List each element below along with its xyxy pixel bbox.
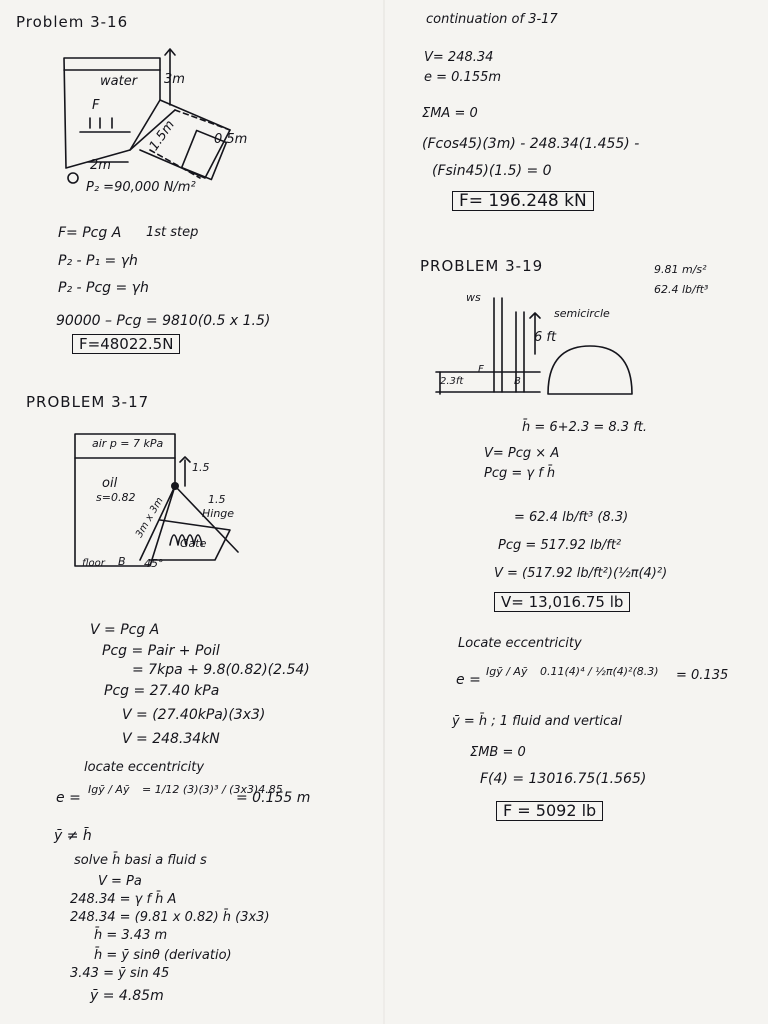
line-3-16-1: F= Pcg A bbox=[58, 225, 122, 241]
line-3-19-3: Pcg = γ f h̄ bbox=[484, 466, 556, 481]
line-3-17-16: 248.34 = (9.81 x 0.82) h̄ (3x3) bbox=[70, 910, 270, 925]
label-B-319: B bbox=[514, 376, 521, 387]
line-3-17-15: 248.34 = γ f h̄ A bbox=[70, 892, 177, 907]
line-3-19-10: 0.11(4)⁴ / ½π(4)²(8.3) bbox=[540, 665, 659, 678]
label-ws: ws bbox=[466, 291, 481, 304]
line-3-17-7: locate eccentricity bbox=[84, 760, 205, 775]
label-gate: Gate bbox=[180, 537, 207, 550]
line-3-17-8: e = bbox=[56, 790, 81, 806]
label-1-5-top: 1.5 bbox=[192, 461, 210, 474]
cont-line-4: (Fcos45)(3m) - 248.34(1.455) - bbox=[422, 136, 640, 152]
note-specific-weight: 62.4 lb/ft³ bbox=[654, 283, 709, 296]
line-3-17-18: h̄ = ȳ sinθ (derivatio) bbox=[94, 948, 232, 963]
line-3-19-6: V = (517.92 lb/ft²)(½π(4)²) bbox=[494, 566, 668, 581]
label-sg: s=0.82 bbox=[96, 491, 136, 504]
line-3-17-17: h̄ = 3.43 m bbox=[94, 928, 168, 943]
label-water: water bbox=[100, 74, 138, 89]
note-first-step: 1st step bbox=[146, 225, 199, 240]
line-3-19-4: = 62.4 lb/ft³ (8.3) bbox=[514, 510, 629, 525]
problem-3-16-title: Problem 3-16 bbox=[16, 13, 129, 31]
label-hinge: Hinge bbox=[202, 507, 235, 520]
line-3-17-11: = 0.155 m bbox=[236, 790, 311, 806]
label-1-5m: 1.5m bbox=[146, 117, 178, 154]
line-3-17-5: V = (27.40kPa)(3x3) bbox=[122, 707, 266, 723]
answer-3-19-V: V= 13,016.75 lb bbox=[494, 592, 630, 612]
answer-3-19-F: F = 5092 lb bbox=[496, 801, 603, 821]
label-B: B bbox=[118, 555, 126, 568]
line-3-17-9: Igȳ / Aȳ bbox=[88, 783, 130, 796]
answer-3-16: F=48022.5N bbox=[72, 334, 180, 354]
line-3-19-14: F(4) = 13016.75(1.565) bbox=[480, 771, 647, 787]
cont-line-2: e = 0.155m bbox=[424, 70, 502, 85]
label-oil: oil bbox=[102, 476, 118, 491]
line-3-19-1: h̄ = 6+2.3 = 8.3 ft. bbox=[522, 420, 648, 435]
problem-3-17-title: PROBLEM 3-17 bbox=[26, 393, 150, 411]
label-p2: P₂ =90,000 N/m² bbox=[86, 180, 196, 195]
line-3-17-1: V = Pcg A bbox=[90, 622, 160, 638]
label-2m: 2m bbox=[90, 158, 111, 173]
line-3-19-12: ȳ = h̄ ; 1 fluid and vertical bbox=[452, 714, 622, 729]
label-force-F: F bbox=[92, 98, 100, 113]
label-3m: 3m bbox=[164, 72, 185, 87]
label-air-pressure: air p = 7 kPa bbox=[92, 437, 164, 450]
cont-line-1: V= 248.34 bbox=[424, 50, 494, 65]
line-3-19-5: Pcg = 517.92 lb/ft² bbox=[498, 538, 622, 553]
line-3-17-10: = 1/12 (3)(3)³ / (3x3)4.85 bbox=[142, 783, 283, 796]
continuation-title: continuation of 3-17 bbox=[426, 12, 558, 27]
tank-3-16-figure bbox=[64, 49, 230, 183]
label-45-deg: 45° bbox=[144, 557, 164, 570]
line-3-17-14: V = Pa bbox=[98, 874, 142, 889]
label-6ft: 6 ft bbox=[534, 330, 557, 345]
line-3-19-9: Igȳ / Aȳ bbox=[486, 665, 528, 678]
line-3-19-13: ΣMB = 0 bbox=[470, 745, 526, 760]
line-3-17-2: Pcg = Pair + Poil bbox=[102, 643, 220, 659]
label-2-3ft: 2.3ft bbox=[440, 376, 464, 387]
line-3-16-3: P₂ - Pcg = γh bbox=[58, 280, 149, 296]
line-3-17-20: ȳ = 4.85m bbox=[90, 988, 164, 1004]
answer-3-17: F= 196.248 kN bbox=[452, 191, 594, 211]
line-3-19-7: Locate eccentricity bbox=[458, 636, 582, 651]
line-3-19-11: = 0.135 bbox=[676, 668, 729, 683]
line-3-17-3: = 7kpa + 9.8(0.82)(2.54) bbox=[132, 662, 310, 678]
label-0-5m: 0.5m bbox=[214, 132, 248, 147]
note-gravity: 9.81 m/s² bbox=[654, 263, 707, 276]
label-semicircle: semicircle bbox=[554, 307, 610, 320]
line-3-17-12: ȳ ≠ h̄ bbox=[54, 828, 92, 844]
line-3-16-2: P₂ - P₁ = γh bbox=[58, 253, 138, 269]
line-3-16-4: 90000 – Pcg = 9810(0.5 x 1.5) bbox=[56, 313, 271, 329]
line-3-19-8: e = bbox=[456, 672, 481, 688]
label-gate-size: 3m x 3m bbox=[133, 495, 166, 540]
problem-3-19-title: PROBLEM 3-19 bbox=[420, 257, 544, 275]
label-F-319: F bbox=[478, 364, 484, 375]
label-floor: floor bbox=[82, 558, 105, 569]
cont-line-5: (Fsin45)(1.5) = 0 bbox=[432, 163, 552, 179]
line-3-17-6: V = 248.34kN bbox=[122, 731, 220, 747]
label-1-5-right: 1.5 bbox=[208, 493, 226, 506]
line-3-17-4: Pcg = 27.40 kPa bbox=[104, 683, 220, 699]
cont-line-3: ΣMA = 0 bbox=[422, 106, 478, 121]
line-3-17-19: 3.43 = ȳ sin 45 bbox=[70, 966, 170, 981]
line-3-17-13: solve h̄ basi a fluid s bbox=[74, 853, 207, 868]
line-3-19-2: V= Pcg × A bbox=[484, 446, 560, 461]
